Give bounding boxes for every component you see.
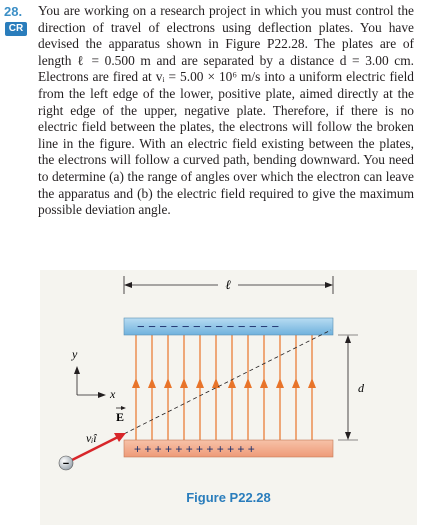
coordinate-axes — [71, 347, 116, 401]
figure — [40, 270, 417, 525]
svg-text:+ + + + + + + + + + + +: + + + + + + + + + + + + — [134, 442, 255, 456]
field-lines — [132, 335, 316, 440]
problem-text — [38, 3, 414, 219]
length-dimension — [124, 276, 333, 294]
problem-paragraph: You are working on a research project in which you must control the direction of travel of electrons using deflection plates. You have devised the apparatus shown in Figure P22.28. The plates are of length ℓ = 0.500 m and are separated by a distance d = 3.00 cm. Electrons are fired at vᵢ = 5.00 × 10⁶ m/s into a uniform electric field from the left edge of the lower, positive plate, aimed directly at the right edge of the upper, negative plate. Therefore, if there is no electric field between the plates, the electrons will follow the broken line in the figure. With an electric field existing between the plates, the electrons will follow a curved path, bending downward. You need to determine (a) the range of angles over which the electron can leave the apparatus and (b) the electric field required to give the maximum possible deviation angle. — [38, 3, 414, 218]
figure-caption: Figure P22.28 — [186, 490, 271, 505]
problem-number: 28. — [4, 4, 23, 19]
electron-velocity-arrow — [68, 433, 126, 462]
separation-label: d — [358, 381, 364, 395]
electron — [59, 456, 73, 470]
separation-dimension — [338, 335, 365, 440]
y-axis-label: y — [72, 347, 78, 361]
positive-plate — [124, 440, 333, 457]
negative-plate — [124, 318, 333, 335]
field-label: E — [116, 410, 125, 424]
electron-charge: − — [62, 458, 70, 470]
figure-diagram — [40, 270, 417, 485]
cr-badge: CR — [5, 22, 27, 36]
x-axis-label: x — [110, 387, 116, 401]
svg-text:− − − − − − − − − − − − −: − − − − − − − − − − − − − — [137, 319, 280, 334]
length-label: ℓ — [225, 277, 231, 292]
field-label-group — [116, 406, 126, 424]
velocity-label: vᵢî — [86, 431, 97, 445]
